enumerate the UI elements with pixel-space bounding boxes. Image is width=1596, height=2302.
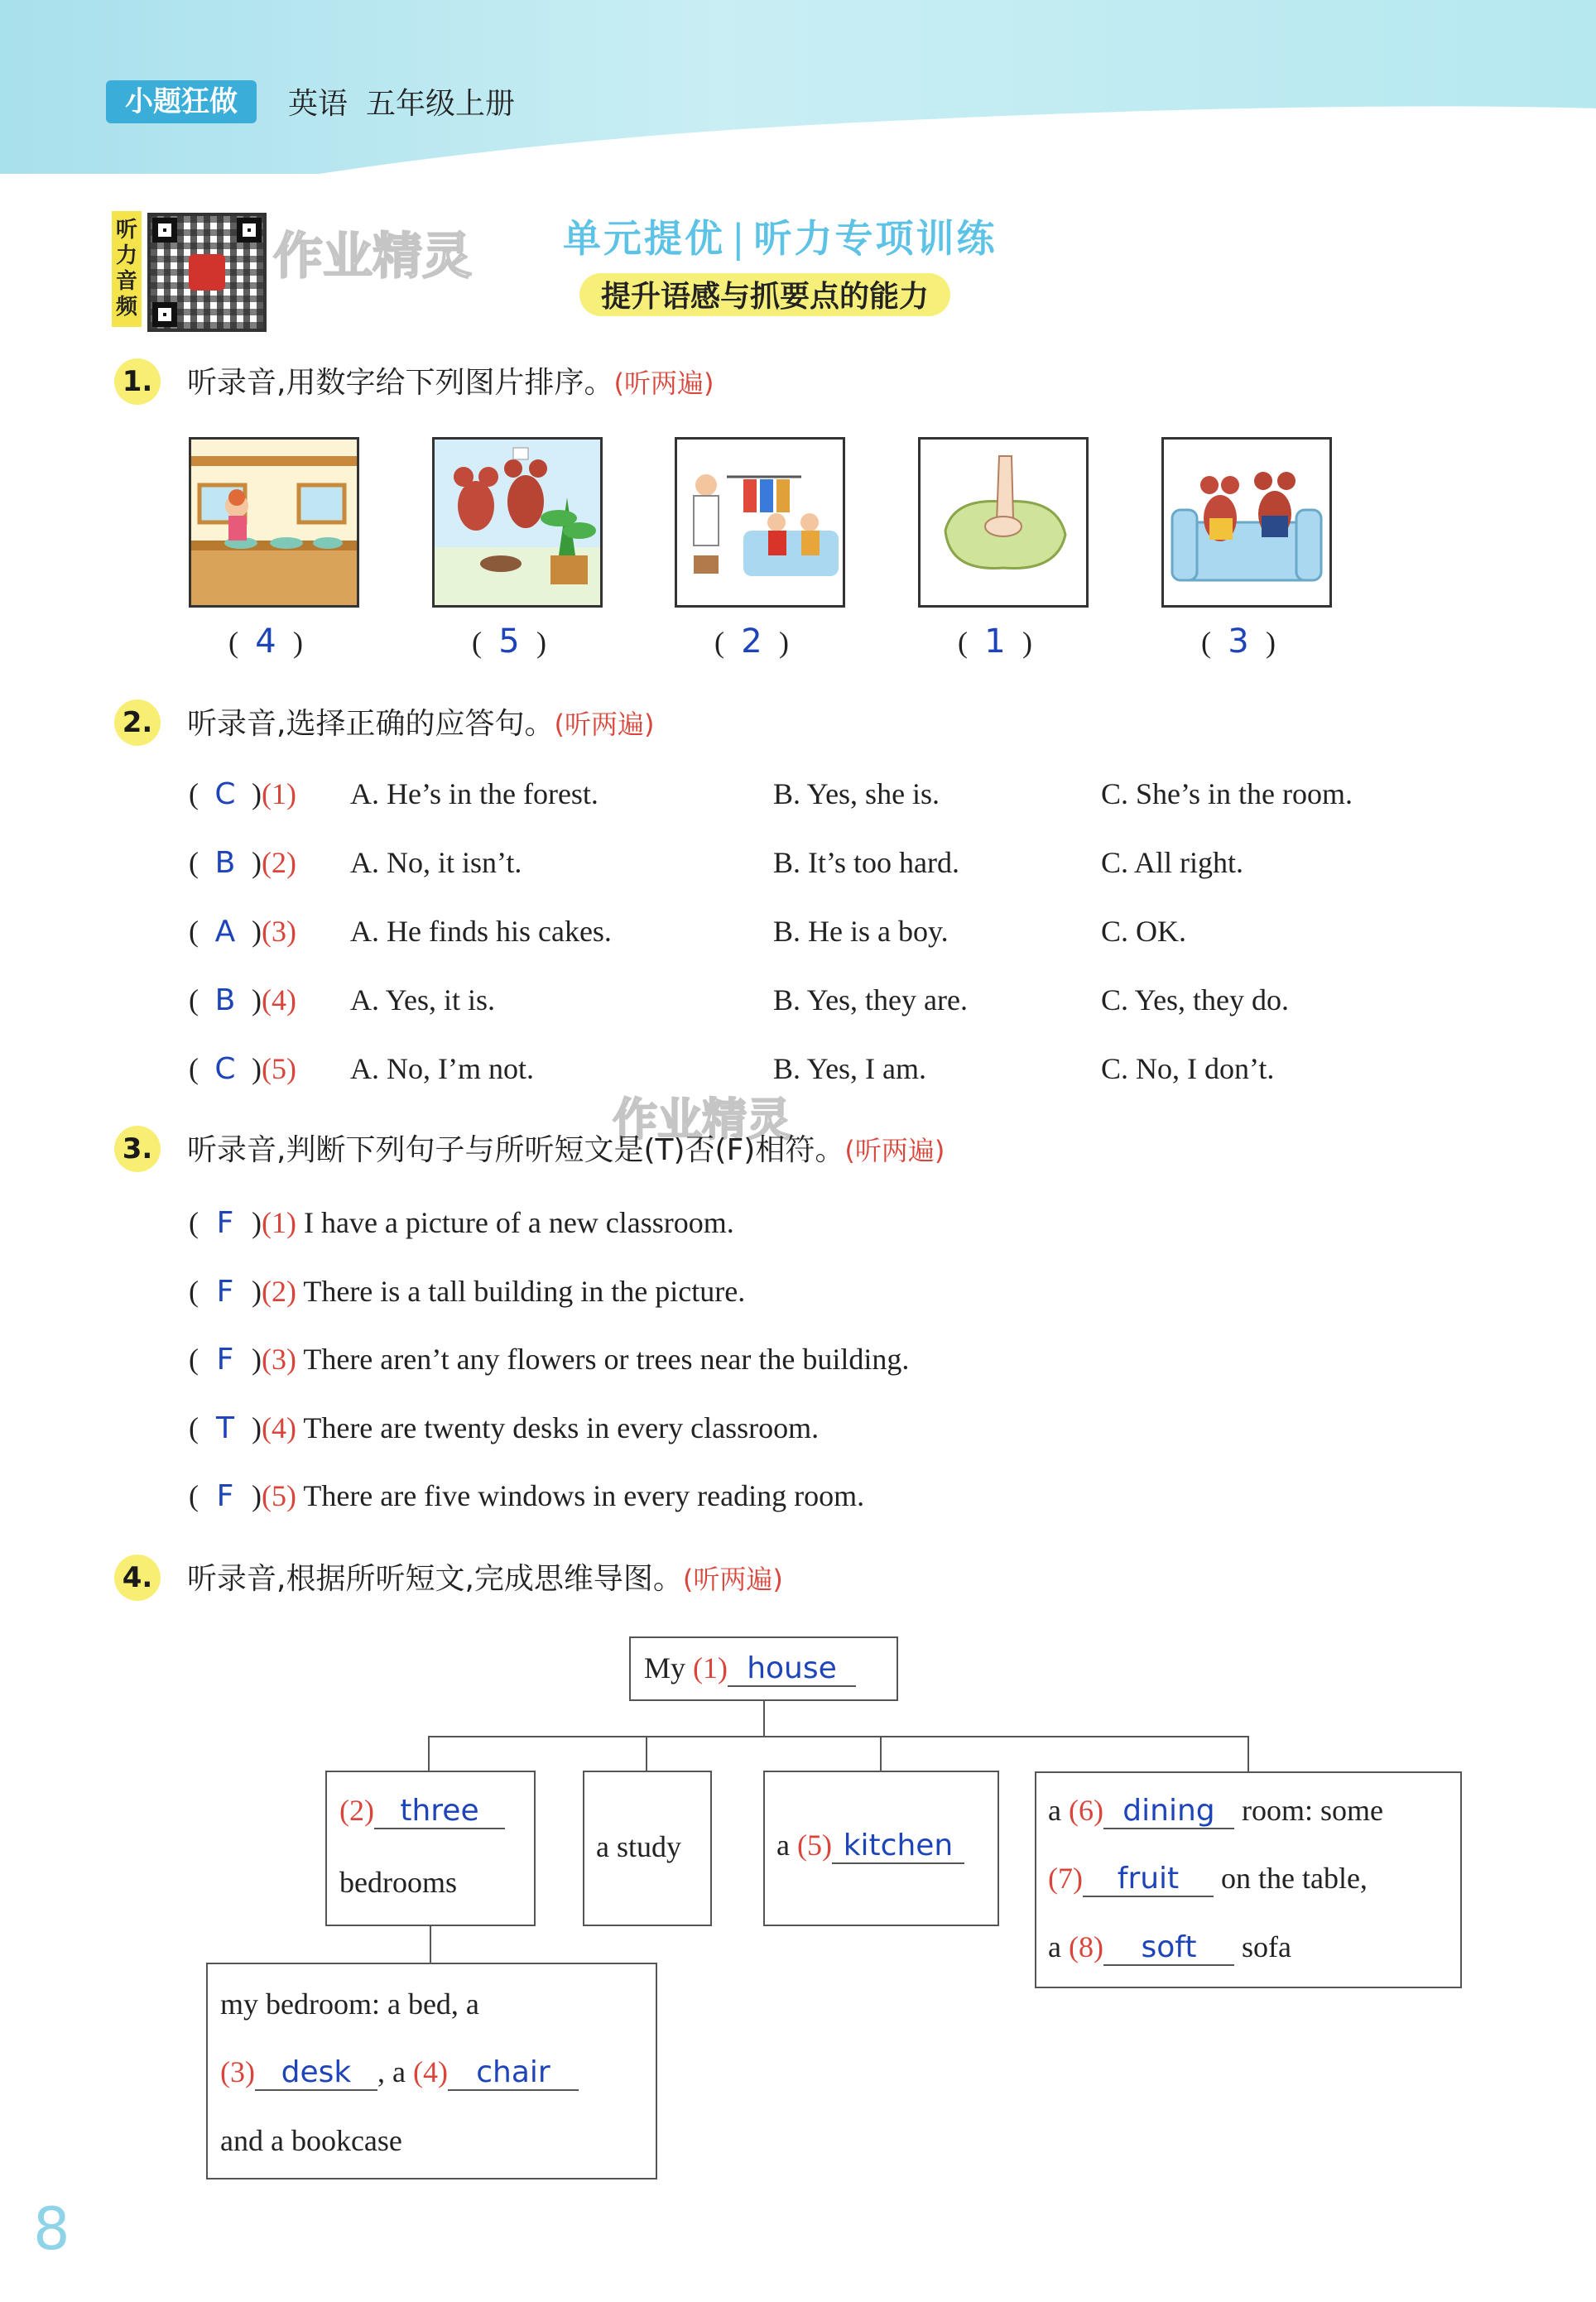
mindmap-fill-7[interactable]: fruit xyxy=(1083,1862,1214,1897)
q3-answer-3[interactable]: F xyxy=(216,1343,234,1377)
q3-item-3: ( F )(3) There aren’t any flowers or trees near the building. xyxy=(189,1343,910,1377)
watermark-logo: 作业精灵 xyxy=(273,228,472,286)
grade-label: 五年级上册 xyxy=(366,87,516,121)
q2-item-5-option-a: A. No, I’m not. xyxy=(350,1052,534,1085)
q2-item-2-option-a: A. No, it isn’t. xyxy=(350,846,522,879)
q1-answer-3[interactable]: 2 xyxy=(741,622,762,661)
qr-logo-icon xyxy=(189,254,225,291)
q2-item-3-option-a: A. He finds his cakes. xyxy=(350,915,612,948)
q2-item-2-option-b: B. It’s too hard. xyxy=(773,846,959,879)
q1-order-3: ( 2 ) xyxy=(714,622,789,661)
unit-title: 单元提优 | 听力专项训练 xyxy=(563,216,997,261)
question-1-number: 1. xyxy=(114,358,161,405)
q3-item-1: ( F )(1) I have a picture of a new classroom. xyxy=(189,1206,734,1240)
subject-label: 英语 xyxy=(288,87,349,121)
connector xyxy=(1247,1736,1249,1771)
connector xyxy=(428,1736,1249,1737)
question-4-instruction: 听录音,根据所听短文,完成思维导图。(听两遍) xyxy=(187,1562,783,1596)
q2-item-4-option-b: B. Yes, they are. xyxy=(773,983,968,1016)
connector xyxy=(880,1736,882,1771)
book-title xyxy=(288,80,515,123)
mindmap-box-bedrooms-line1: (2) three xyxy=(339,1793,505,1829)
connector xyxy=(763,1701,765,1737)
mindmap-box-dining-line3: a (8) soft sofa xyxy=(1048,1930,1291,1964)
q2-item-3: ( A )(3) xyxy=(189,915,296,949)
q2-item-5-option-c: C. No, I don’t. xyxy=(1101,1052,1275,1085)
q3-answer-1[interactable]: F xyxy=(216,1206,234,1240)
picture-people-on-sofa xyxy=(675,437,845,608)
mindmap-fill-6[interactable]: dining xyxy=(1103,1795,1234,1829)
q2-item-1-option-a: A. He’s in the forest. xyxy=(350,777,598,810)
mindmap-box-my-bedroom-line2: (3) desk , a (4) chair xyxy=(220,2054,579,2091)
picture-mice-on-sofa xyxy=(1161,437,1332,608)
q2-item-5-option-b: B. Yes, I am. xyxy=(773,1052,927,1085)
q2-item-1: ( C )(1) xyxy=(189,777,296,811)
q3-item-2: ( F )(2) There is a tall building in the picture. xyxy=(189,1275,746,1309)
q3-item-4: ( T )(4) There are twenty desks in every classroom. xyxy=(189,1411,820,1445)
mindmap-box-my-bedroom-line1: my bedroom: a bed, a xyxy=(220,1987,479,2021)
q2-item-2-option-c: C. All right. xyxy=(1101,846,1244,879)
q3-answer-5[interactable]: F xyxy=(216,1479,234,1513)
page-number: 8 xyxy=(33,2195,70,2263)
q3-answer-2[interactable]: F xyxy=(216,1275,234,1309)
q2-item-5: ( C )(5) xyxy=(189,1052,296,1086)
q1-order-4: ( 1 ) xyxy=(958,622,1032,661)
mindmap-root-text: My (1) house xyxy=(644,1651,856,1687)
q2-item-4-option-c: C. Yes, they do. xyxy=(1101,983,1290,1016)
connector xyxy=(428,1736,430,1771)
question-3-number: 3. xyxy=(114,1126,161,1172)
mindmap-box-my-bedroom-line3: and a bookcase xyxy=(220,2124,402,2157)
connector xyxy=(646,1736,647,1771)
q1-order-1: ( 4 ) xyxy=(228,622,303,661)
mindmap-box-dining-line2: (7) fruit on the table, xyxy=(1048,1862,1368,1896)
picture-kitchen-scene xyxy=(189,437,359,608)
q2-answer-5[interactable]: C xyxy=(214,1052,236,1086)
q2-answer-3[interactable]: A xyxy=(214,915,236,949)
q1-order-5: ( 3 ) xyxy=(1201,622,1276,661)
picture-mice-with-plant xyxy=(432,437,603,608)
audio-label: 听 力 音 频 xyxy=(112,211,142,327)
series-badge: 小题狂做 xyxy=(106,80,257,123)
q1-answer-2[interactable]: 5 xyxy=(498,622,520,661)
q2-answer-1[interactable]: C xyxy=(214,777,236,811)
q2-item-3-option-b: B. He is a boy. xyxy=(773,915,949,948)
watermark-logo-2: 作业精灵 xyxy=(613,1093,791,1146)
q2-item-4: ( B )(4) xyxy=(189,983,296,1017)
q2-answer-2[interactable]: B xyxy=(214,846,236,880)
q2-item-4-option-a: A. Yes, it is. xyxy=(350,983,496,1016)
question-4-number: 4. xyxy=(114,1555,161,1601)
q1-order-2: ( 5 ) xyxy=(472,622,546,661)
q2-answer-4[interactable]: B xyxy=(214,983,236,1017)
mindmap-box-study-text: a study xyxy=(596,1830,681,1863)
q2-item-1-option-c: C. She’s in the room. xyxy=(1101,777,1353,810)
mindmap-fill-1[interactable]: house xyxy=(728,1652,856,1687)
audio-qr-code[interactable] xyxy=(147,213,267,332)
picture-hands-on-cushion xyxy=(918,437,1089,608)
mindmap-box-kitchen-text: a (5) kitchen xyxy=(776,1828,964,1864)
mindmap-fill-5[interactable]: kitchen xyxy=(832,1829,964,1864)
mindmap-box-bedrooms-line2: bedrooms xyxy=(339,1866,457,1899)
question-2-number: 2. xyxy=(114,699,161,746)
question-1-instruction: 听录音,用数字给下列图片排序。(听两遍) xyxy=(187,366,714,400)
q1-answer-4[interactable]: 1 xyxy=(984,622,1006,661)
q2-item-2: ( B )(2) xyxy=(189,846,296,880)
unit-subtitle: 提升语感与抓要点的能力 xyxy=(579,273,950,316)
question-3-instruction: 听录音,判断下列句子与所听短文是(T)否(F)相符。(听两遍) xyxy=(187,1133,945,1167)
q1-answer-1[interactable]: 4 xyxy=(255,622,276,661)
mindmap-fill-3[interactable]: desk xyxy=(255,2056,377,2091)
mindmap-box-dining-line1: a (6) dining room: some xyxy=(1048,1794,1383,1828)
connector xyxy=(430,1926,431,1963)
q2-item-1-option-b: B. Yes, she is. xyxy=(773,777,940,810)
q2-item-3-option-c: C. OK. xyxy=(1101,915,1187,948)
mindmap-fill-4[interactable]: chair xyxy=(448,2056,579,2091)
mindmap-fill-2[interactable]: three xyxy=(374,1795,505,1829)
q3-answer-4[interactable]: T xyxy=(216,1411,234,1445)
q3-item-5: ( F )(5) There are five windows in every reading room. xyxy=(189,1479,865,1513)
question-2-instruction: 听录音,选择正确的应答句。(听两遍) xyxy=(187,707,655,741)
q1-answer-5[interactable]: 3 xyxy=(1228,622,1249,661)
mindmap-fill-8[interactable]: soft xyxy=(1103,1931,1234,1966)
